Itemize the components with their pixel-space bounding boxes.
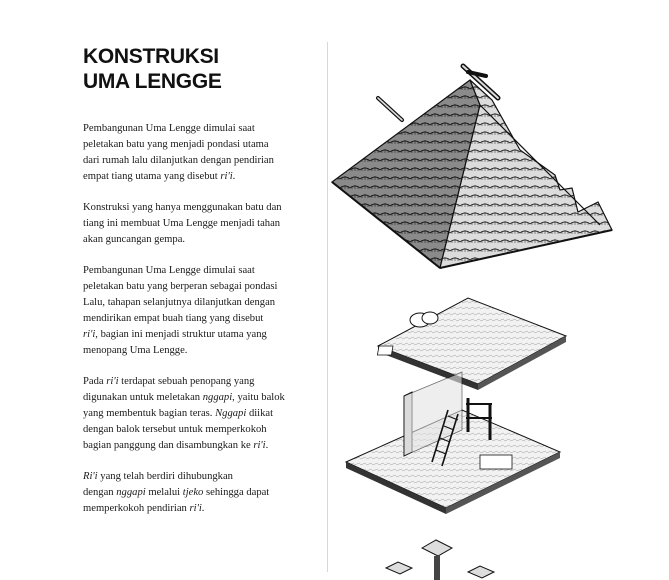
text-line: digunakan untuk meletakan nggapi, yaitu balok bbox=[83, 392, 285, 403]
text-line: Pembangunan Uma Lengge dimulai saat bbox=[83, 123, 255, 134]
porch-and-wall bbox=[346, 372, 560, 514]
text-line: yang membentuk bagian teras. Nggapi diikat bbox=[83, 408, 274, 419]
thatched-roof bbox=[332, 66, 612, 268]
text-line: tiang ini membuat Uma Lengge menjadi tahan bbox=[83, 218, 281, 229]
text-line: ri'i, bagian ini menjadi struktur utama yang bbox=[83, 329, 267, 340]
text-line: peletakan batu yang berperan sebagai pondasi bbox=[83, 281, 278, 292]
column-divider bbox=[327, 42, 328, 572]
paragraph-5 bbox=[83, 469, 323, 517]
text-line: dengan balok tersebut untuk memperkokoh bbox=[83, 424, 267, 435]
text-line: akan guncangan gempa. bbox=[83, 234, 186, 245]
text-line: Pembangunan Uma Lengge dimulai saat bbox=[83, 265, 255, 276]
paragraph-3 bbox=[83, 263, 323, 359]
text-line: empat tiang utama yang disebut ri'i. bbox=[83, 171, 236, 182]
paragraph-1 bbox=[83, 121, 323, 185]
upper-floor-platform bbox=[377, 298, 566, 390]
paragraph-4 bbox=[83, 374, 323, 454]
text-line: mendirikan empat buah tiang yang disebut bbox=[83, 313, 264, 324]
title-line-2: UMA LENGGE bbox=[83, 70, 222, 93]
foundation-stones bbox=[386, 540, 494, 580]
construction-illustration bbox=[330, 0, 669, 580]
body-text bbox=[83, 121, 323, 532]
text-line: bagian panggung dan disambungkan ke ri'i. bbox=[83, 440, 269, 451]
text-line: Pada ri'i terdapat sebuah penopang yang bbox=[83, 376, 255, 387]
text-line: dari rumah lalu dilanjutkan dengan pendirian bbox=[83, 155, 274, 166]
text-line: Lalu, tahapan selanjutnya dilanjutkan dengan bbox=[83, 297, 276, 308]
text-line: peletakan batu yang menjadi pondasi utama bbox=[83, 139, 269, 150]
text-line: Ri'i yang telah berdiri dihubungkan bbox=[83, 471, 233, 482]
title-line-1: KONSTRUKSI bbox=[83, 45, 219, 68]
text-line: memperkokoh pendirian ri'i. bbox=[83, 503, 205, 514]
paragraph-2 bbox=[83, 200, 323, 248]
page-title bbox=[83, 44, 222, 94]
text-line: dengan nggapi melalui tjeko sehingga dapat bbox=[83, 487, 270, 498]
text-line: Konstruksi yang hanya menggunakan batu dan bbox=[83, 202, 282, 213]
text-line: menopang Uma Lengge. bbox=[83, 345, 188, 356]
